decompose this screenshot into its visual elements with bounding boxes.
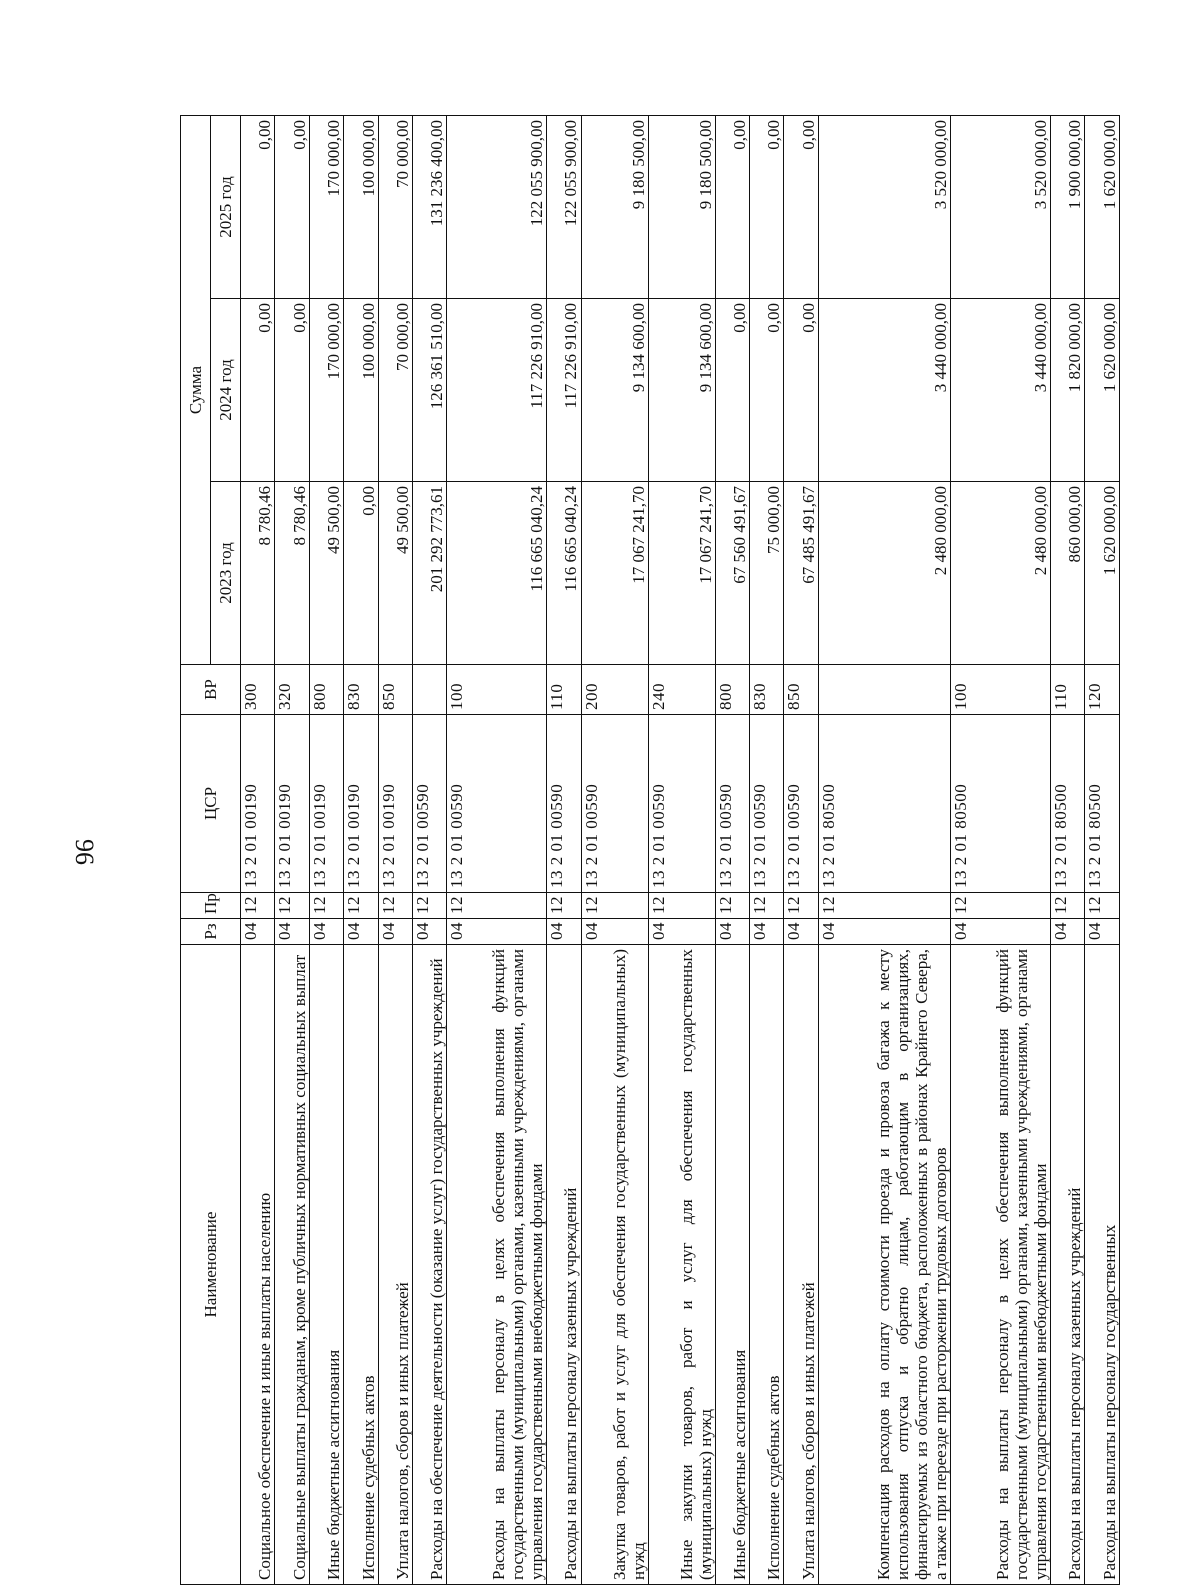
cell-rz: 04 — [378, 919, 412, 945]
cell-name: Уплата налогов, сборов и иных платежей — [784, 945, 818, 1585]
cell-csr: 13 2 01 00190 — [344, 715, 378, 893]
cell-y2025: 122 055 900,00 — [447, 116, 547, 299]
cell-vr: 830 — [750, 665, 784, 715]
cell-name: Расходы на обеспечение деятельности (оказание услуг) государственных учреждений — [412, 945, 446, 1585]
header-vr: ВР — [181, 665, 241, 715]
header-sum: Сумма — [181, 116, 211, 665]
cell-csr: 13 2 01 00590 — [412, 715, 446, 893]
cell-pr: 12 — [378, 893, 412, 919]
cell-rz: 04 — [412, 919, 446, 945]
cell-vr: 100 — [951, 665, 1051, 715]
cell-y2025: 131 236 400,00 — [412, 116, 446, 299]
cell-name: Иные закупки товаров, работ и услуг для обеспечения государственных (муниципальных) нужд — [648, 945, 715, 1585]
cell-csr: 13 2 01 00590 — [547, 715, 581, 893]
cell-y2024: 126 361 510,00 — [412, 299, 446, 482]
cell-pr: 12 — [581, 893, 648, 919]
header-csr: ЦСР — [181, 715, 241, 893]
header-2025: 2025 год — [211, 116, 241, 299]
cell-name: Социальные выплаты гражданам, кроме публичных нормативных социальных выплат — [275, 945, 309, 1585]
cell-y2023: 116 665 040,24 — [447, 482, 547, 665]
cell-y2023: 67 485 491,67 — [784, 482, 818, 665]
cell-name: Расходы на выплаты персоналу в целях обеспечения выполнения функций государственными (муниципальными) органами, казенными учреждениями, органами управления государственными внебюджетными фондами — [447, 945, 547, 1585]
cell-vr — [818, 665, 950, 715]
cell-y2025: 0,00 — [275, 116, 309, 299]
cell-y2024: 3 440 000,00 — [951, 299, 1051, 482]
cell-y2024: 117 226 910,00 — [547, 299, 581, 482]
table-row — [1085, 116, 1120, 1585]
cell-vr: 300 — [241, 665, 275, 715]
cell-y2025: 0,00 — [715, 116, 749, 299]
cell-name: Закупка товаров, работ и услуг для обеспечения государственных (муниципальных) нужд — [581, 945, 648, 1585]
cell-csr: 13 2 01 80500 — [1051, 715, 1085, 893]
cell-rz: 04 — [818, 919, 950, 945]
cell-y2023: 0,00 — [344, 482, 378, 665]
cell-name: Иные бюджетные ассигнования — [715, 945, 749, 1585]
cell-pr: 12 — [447, 893, 547, 919]
cell-y2023: 67 560 491,67 — [715, 482, 749, 665]
cell-vr: 320 — [275, 665, 309, 715]
cell-y2025: 1 620 000,00 — [1085, 116, 1120, 299]
cell-y2025: 100 000,00 — [344, 116, 378, 299]
cell-rz: 04 — [581, 919, 648, 945]
cell-y2024: 100 000,00 — [344, 299, 378, 482]
table-header-row — [181, 116, 211, 1585]
cell-y2024: 9 134 600,00 — [581, 299, 648, 482]
header-name: Наименование — [181, 945, 241, 1585]
table-row — [818, 116, 950, 1585]
cell-y2024: 70 000,00 — [378, 299, 412, 482]
cell-pr: 12 — [1085, 893, 1120, 919]
cell-vr: 110 — [547, 665, 581, 715]
cell-rz: 04 — [309, 919, 343, 945]
table-row — [715, 116, 749, 1585]
cell-csr: 13 2 01 00590 — [447, 715, 547, 893]
rotated-table-container — [180, 115, 1120, 1585]
cell-y2025: 170 000,00 — [309, 116, 343, 299]
cell-name: Расходы на выплаты персоналу казенных учреждений — [547, 945, 581, 1585]
cell-y2024: 0,00 — [715, 299, 749, 482]
cell-pr: 12 — [750, 893, 784, 919]
cell-y2025: 122 055 900,00 — [547, 116, 581, 299]
cell-y2025: 9 180 500,00 — [648, 116, 715, 299]
cell-pr: 12 — [344, 893, 378, 919]
table-row — [241, 116, 275, 1585]
cell-y2024: 9 134 600,00 — [648, 299, 715, 482]
budget-table — [180, 115, 1120, 1585]
cell-y2023: 75 000,00 — [750, 482, 784, 665]
cell-y2023: 1 620 000,00 — [1085, 482, 1120, 665]
table-row — [309, 116, 343, 1585]
table-row — [581, 116, 648, 1585]
cell-vr: 800 — [309, 665, 343, 715]
cell-pr: 12 — [951, 893, 1051, 919]
header-2024: 2024 год — [211, 299, 241, 482]
cell-csr: 13 2 01 80500 — [951, 715, 1051, 893]
cell-pr: 12 — [241, 893, 275, 919]
cell-pr: 12 — [648, 893, 715, 919]
cell-y2024: 0,00 — [275, 299, 309, 482]
cell-vr: 120 — [1085, 665, 1120, 715]
cell-rz: 04 — [241, 919, 275, 945]
cell-rz: 04 — [344, 919, 378, 945]
cell-rz: 04 — [715, 919, 749, 945]
cell-vr: 200 — [581, 665, 648, 715]
cell-y2025: 0,00 — [241, 116, 275, 299]
cell-pr: 12 — [275, 893, 309, 919]
cell-csr: 13 2 01 80500 — [818, 715, 950, 893]
cell-pr: 12 — [818, 893, 950, 919]
page-number: 96 — [70, 839, 99, 865]
cell-rz: 04 — [1085, 919, 1120, 945]
table-row — [1051, 116, 1085, 1585]
cell-name: Уплата налогов, сборов и иных платежей — [378, 945, 412, 1585]
cell-y2025: 1 900 000,00 — [1051, 116, 1085, 299]
cell-vr: 830 — [344, 665, 378, 715]
cell-y2023: 17 067 241,70 — [581, 482, 648, 665]
cell-pr: 12 — [784, 893, 818, 919]
cell-y2024: 117 226 910,00 — [447, 299, 547, 482]
cell-csr: 13 2 01 00590 — [715, 715, 749, 893]
cell-y2024: 1 820 000,00 — [1051, 299, 1085, 482]
cell-vr: 110 — [1051, 665, 1085, 715]
cell-y2024: 0,00 — [241, 299, 275, 482]
cell-y2024: 0,00 — [784, 299, 818, 482]
cell-name: Расходы на выплаты персоналу государственных — [1085, 945, 1120, 1585]
cell-csr: 13 2 01 00190 — [309, 715, 343, 893]
cell-y2023: 17 067 241,70 — [648, 482, 715, 665]
header-pr: Пр — [181, 893, 241, 919]
table-row — [275, 116, 309, 1585]
cell-y2025: 70 000,00 — [378, 116, 412, 299]
cell-name: Расходы на выплаты персоналу казенных учреждений — [1051, 945, 1085, 1585]
cell-y2023: 2 480 000,00 — [818, 482, 950, 665]
table-row — [378, 116, 412, 1585]
cell-name: Иные бюджетные ассигнования — [309, 945, 343, 1585]
table-row — [447, 116, 547, 1585]
cell-csr: 13 2 01 00190 — [378, 715, 412, 893]
cell-y2025: 3 520 000,00 — [951, 116, 1051, 299]
cell-csr: 13 2 01 00590 — [581, 715, 648, 893]
table-row — [750, 116, 784, 1585]
cell-y2025: 3 520 000,00 — [818, 116, 950, 299]
table-row — [784, 116, 818, 1585]
cell-csr: 13 2 01 80500 — [1085, 715, 1120, 893]
cell-y2023: 8 780,46 — [241, 482, 275, 665]
cell-pr: 12 — [547, 893, 581, 919]
cell-y2025: 0,00 — [784, 116, 818, 299]
cell-y2023: 8 780,46 — [275, 482, 309, 665]
cell-name: Расходы на выплаты персоналу в целях обеспечения выполнения функций государственными (муниципальными) органами, казенными учреждениями, органами управления государственными внебюджетными фондами — [951, 945, 1051, 1585]
cell-y2023: 49 500,00 — [378, 482, 412, 665]
cell-pr: 12 — [412, 893, 446, 919]
cell-vr: 100 — [447, 665, 547, 715]
cell-rz: 04 — [784, 919, 818, 945]
cell-y2024: 0,00 — [750, 299, 784, 482]
cell-csr: 13 2 01 00190 — [275, 715, 309, 893]
cell-vr — [412, 665, 446, 715]
cell-vr: 850 — [784, 665, 818, 715]
header-rz: Рз — [181, 919, 241, 945]
cell-csr: 13 2 01 00590 — [648, 715, 715, 893]
cell-rz: 04 — [951, 919, 1051, 945]
cell-csr: 13 2 01 00190 — [241, 715, 275, 893]
table-row — [412, 116, 446, 1585]
table-row — [951, 116, 1051, 1585]
cell-name: Социальное обеспечение и иные выплаты населению — [241, 945, 275, 1585]
cell-y2023: 860 000,00 — [1051, 482, 1085, 665]
cell-y2023: 49 500,00 — [309, 482, 343, 665]
cell-y2024: 170 000,00 — [309, 299, 343, 482]
cell-vr: 800 — [715, 665, 749, 715]
cell-rz: 04 — [447, 919, 547, 945]
header-2023: 2023 год — [211, 482, 241, 665]
cell-y2023: 2 480 000,00 — [951, 482, 1051, 665]
cell-vr: 240 — [648, 665, 715, 715]
cell-rz: 04 — [1051, 919, 1085, 945]
cell-pr: 12 — [309, 893, 343, 919]
cell-rz: 04 — [648, 919, 715, 945]
cell-rz: 04 — [547, 919, 581, 945]
cell-rz: 04 — [275, 919, 309, 945]
cell-y2025: 9 180 500,00 — [581, 116, 648, 299]
cell-name: Исполнение судебных актов — [344, 945, 378, 1585]
cell-rz: 04 — [750, 919, 784, 945]
table-row — [344, 116, 378, 1585]
cell-y2023: 201 292 773,61 — [412, 482, 446, 665]
cell-pr: 12 — [715, 893, 749, 919]
table-row — [648, 116, 715, 1585]
cell-name: Исполнение судебных актов — [750, 945, 784, 1585]
cell-name: Компенсация расходов на оплату стоимости проезда и провоза багажа к месту использования отпуска и обратно лицам, работающим в организациях, финансируемых из областного бюджета, расположенных в районах Крайнего Севера, а также при переезде при расторжении трудовых договоров — [818, 945, 950, 1585]
cell-y2023: 116 665 040,24 — [547, 482, 581, 665]
table-row — [547, 116, 581, 1585]
cell-y2025: 0,00 — [750, 116, 784, 299]
cell-y2024: 1 620 000,00 — [1085, 299, 1120, 482]
cell-csr: 13 2 01 00590 — [750, 715, 784, 893]
cell-pr: 12 — [1051, 893, 1085, 919]
cell-csr: 13 2 01 00590 — [784, 715, 818, 893]
cell-y2024: 3 440 000,00 — [818, 299, 950, 482]
cell-vr: 850 — [378, 665, 412, 715]
table-body — [241, 116, 1120, 1585]
